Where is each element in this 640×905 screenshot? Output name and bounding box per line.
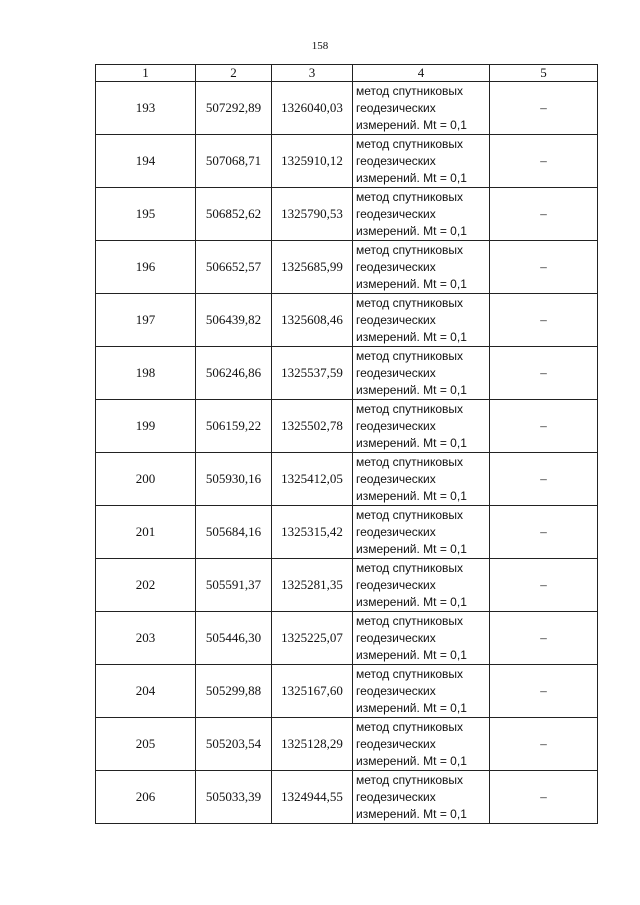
method-line-3: измерений. Mt = 0,1	[356, 382, 467, 397]
y-coordinate-cell: 1326040,03	[272, 82, 353, 135]
column-header-5: 5	[490, 65, 598, 82]
table-row	[96, 294, 598, 347]
method-line-1: метод спутниковых	[356, 613, 464, 628]
x-coordinate-cell: 505684,16	[196, 506, 272, 559]
method-line-2: геодезических	[356, 418, 436, 433]
column-5-cell: –	[490, 294, 598, 347]
method-line-2: геодезических	[356, 630, 436, 645]
x-coordinate-cell: 505299,88	[196, 665, 272, 718]
method-line-2: геодезических	[356, 471, 436, 486]
method-line-2: геодезических	[356, 259, 436, 274]
method-line-3: измерений. Mt = 0,1	[356, 223, 467, 238]
method-line-1: метод спутниковых	[356, 666, 464, 681]
method-cell	[353, 506, 490, 559]
x-coordinate-cell: 507068,71	[196, 135, 272, 188]
column-5-cell: –	[490, 506, 598, 559]
table-row	[96, 612, 598, 665]
x-coordinate-cell: 506852,62	[196, 188, 272, 241]
point-number-cell: 196	[96, 241, 196, 294]
method-line-3: измерений. Mt = 0,1	[356, 700, 467, 715]
x-coordinate-cell: 505203,54	[196, 718, 272, 771]
table-row	[96, 453, 598, 506]
table-row	[96, 665, 598, 718]
column-header-1: 1	[96, 65, 196, 82]
method-line-2: геодезических	[356, 153, 436, 168]
y-coordinate-cell: 1325315,42	[272, 506, 353, 559]
y-coordinate-cell: 1325910,12	[272, 135, 353, 188]
method-line-3: измерений. Mt = 0,1	[356, 647, 467, 662]
y-coordinate-cell: 1325790,53	[272, 188, 353, 241]
table-row	[96, 347, 598, 400]
x-coordinate-cell: 506652,57	[196, 241, 272, 294]
method-cell	[353, 400, 490, 453]
method-line-2: геодезических	[356, 683, 436, 698]
point-number-cell: 202	[96, 559, 196, 612]
method-line-1: метод спутниковых	[356, 348, 464, 363]
table-row	[96, 771, 598, 824]
y-coordinate-cell: 1325502,78	[272, 400, 353, 453]
column-header-3: 3	[272, 65, 353, 82]
method-line-2: геодезических	[356, 789, 436, 804]
point-number-cell: 195	[96, 188, 196, 241]
column-5-cell: –	[490, 82, 598, 135]
y-coordinate-cell: 1325281,35	[272, 559, 353, 612]
column-header-2: 2	[196, 65, 272, 82]
method-line-3: измерений. Mt = 0,1	[356, 806, 467, 821]
column-5-cell: –	[490, 241, 598, 294]
y-coordinate-cell: 1324944,55	[272, 771, 353, 824]
table-header	[96, 65, 598, 82]
method-line-1: метод спутниковых	[356, 242, 464, 257]
table-row	[96, 82, 598, 135]
table-row	[96, 188, 598, 241]
method-line-3: измерений. Mt = 0,1	[356, 753, 467, 768]
point-number-cell: 197	[96, 294, 196, 347]
method-line-2: геодезических	[356, 577, 436, 592]
point-number-cell: 198	[96, 347, 196, 400]
y-coordinate-cell: 1325537,59	[272, 347, 353, 400]
method-cell	[353, 612, 490, 665]
table-body	[96, 82, 598, 824]
column-5-cell: –	[490, 188, 598, 241]
point-number-cell: 201	[96, 506, 196, 559]
y-coordinate-cell: 1325167,60	[272, 665, 353, 718]
y-coordinate-cell: 1325685,99	[272, 241, 353, 294]
method-cell	[353, 135, 490, 188]
column-5-cell: –	[490, 665, 598, 718]
column-5-cell: –	[490, 453, 598, 506]
table-row	[96, 559, 598, 612]
y-coordinate-cell: 1325225,07	[272, 612, 353, 665]
column-5-cell: –	[490, 400, 598, 453]
method-cell	[353, 241, 490, 294]
x-coordinate-cell: 507292,89	[196, 82, 272, 135]
method-line-1: метод спутниковых	[356, 295, 464, 310]
method-line-1: метод спутниковых	[356, 401, 464, 416]
x-coordinate-cell: 506159,22	[196, 400, 272, 453]
x-coordinate-cell: 505930,16	[196, 453, 272, 506]
method-line-1: метод спутниковых	[356, 83, 464, 98]
column-header-4: 4	[353, 65, 490, 82]
y-coordinate-cell: 1325608,46	[272, 294, 353, 347]
method-line-3: измерений. Mt = 0,1	[356, 488, 467, 503]
method-cell	[353, 347, 490, 400]
coordinates-table	[95, 64, 598, 824]
method-line-2: геодезических	[356, 312, 436, 327]
method-line-1: метод спутниковых	[356, 454, 464, 469]
method-line-1: метод спутниковых	[356, 560, 464, 575]
point-number-cell: 200	[96, 453, 196, 506]
x-coordinate-cell: 505591,37	[196, 559, 272, 612]
method-cell	[353, 559, 490, 612]
point-number-cell: 205	[96, 718, 196, 771]
column-5-cell: –	[490, 612, 598, 665]
method-line-1: метод спутниковых	[356, 507, 464, 522]
method-line-2: геодезических	[356, 524, 436, 539]
method-line-3: измерений. Mt = 0,1	[356, 329, 467, 344]
method-line-3: измерений. Mt = 0,1	[356, 435, 467, 450]
column-5-cell: –	[490, 347, 598, 400]
column-5-cell: –	[490, 718, 598, 771]
table-row	[96, 400, 598, 453]
method-cell	[353, 188, 490, 241]
method-line-1: метод спутниковых	[356, 189, 464, 204]
method-cell	[353, 294, 490, 347]
column-5-cell: –	[490, 559, 598, 612]
point-number-cell: 203	[96, 612, 196, 665]
method-line-3: измерений. Mt = 0,1	[356, 170, 467, 185]
method-line-3: измерений. Mt = 0,1	[356, 117, 467, 132]
column-5-cell: –	[490, 771, 598, 824]
table-row	[96, 718, 598, 771]
method-line-1: метод спутниковых	[356, 772, 464, 787]
y-coordinate-cell: 1325412,05	[272, 453, 353, 506]
method-cell	[353, 665, 490, 718]
method-line-3: измерений. Mt = 0,1	[356, 541, 467, 556]
page-number: 158	[311, 40, 329, 52]
point-number-cell: 206	[96, 771, 196, 824]
method-line-1: метод спутниковых	[356, 136, 464, 151]
method-cell	[353, 771, 490, 824]
table-row	[96, 241, 598, 294]
x-coordinate-cell: 506246,86	[196, 347, 272, 400]
x-coordinate-cell: 505446,30	[196, 612, 272, 665]
point-number-cell: 199	[96, 400, 196, 453]
point-number-cell: 193	[96, 82, 196, 135]
method-cell	[353, 718, 490, 771]
method-line-3: измерений. Mt = 0,1	[356, 594, 467, 609]
table-row	[96, 506, 598, 559]
method-cell	[353, 82, 490, 135]
method-line-2: геодезических	[356, 365, 436, 380]
method-line-2: геодезических	[356, 736, 436, 751]
method-line-3: измерений. Mt = 0,1	[356, 276, 467, 291]
method-line-1: метод спутниковых	[356, 719, 464, 734]
method-cell	[353, 453, 490, 506]
method-line-2: геодезических	[356, 206, 436, 221]
column-5-cell: –	[490, 135, 598, 188]
x-coordinate-cell: 506439,82	[196, 294, 272, 347]
point-number-cell: 204	[96, 665, 196, 718]
point-number-cell: 194	[96, 135, 196, 188]
x-coordinate-cell: 505033,39	[196, 771, 272, 824]
method-line-2: геодезических	[356, 100, 436, 115]
table-row	[96, 135, 598, 188]
y-coordinate-cell: 1325128,29	[272, 718, 353, 771]
header-row	[96, 65, 598, 82]
